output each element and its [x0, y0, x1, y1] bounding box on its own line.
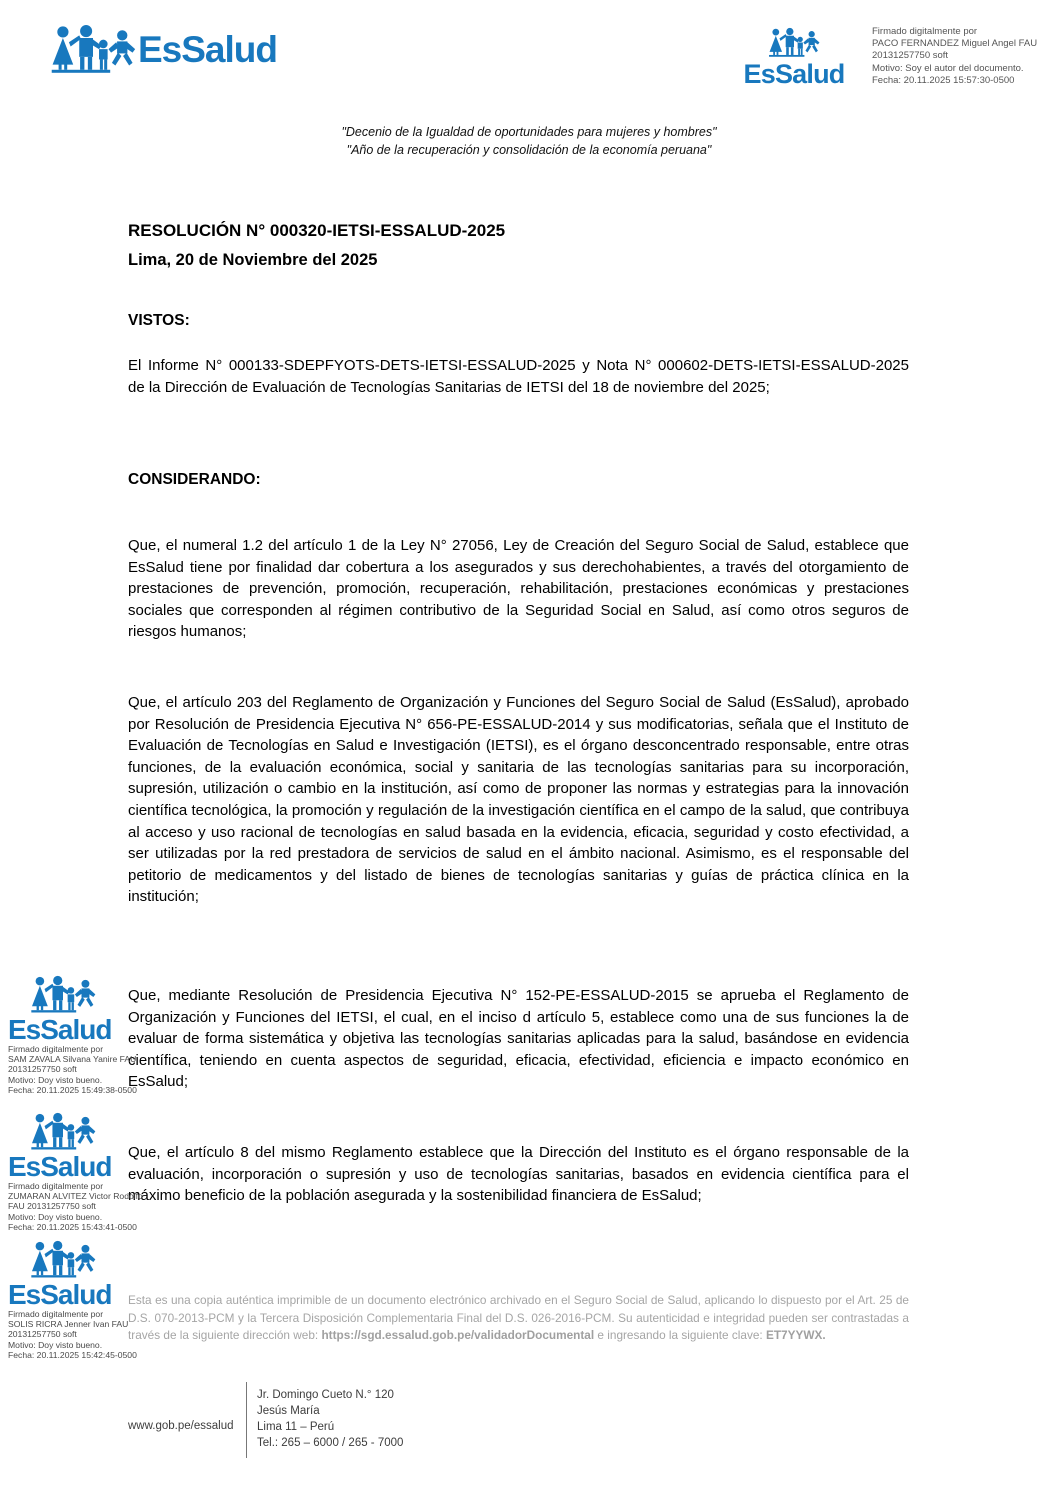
vistos-paragraph: El Informe N° 000133-SDEPFYOTS-DETS-IETSI-ESSALUD-2025 y Nota N° 000602-DETS-IETSI-ESSALUD-2025 de la Dirección de Evaluación de Tecnologías Sanitarias de IETSI del 18 de noviembre del 2025; — [128, 357, 909, 396]
official-mottos — [0, 123, 1058, 159]
address-block — [257, 1388, 403, 1451]
resolution-title: RESOLUCIÓN N° 000320-IETSI-ESSALUD-2025 — [128, 221, 506, 240]
essalud-wordmark: EsSalud — [8, 1014, 112, 1045]
signature-line: Firmado digitalmente por — [8, 1309, 104, 1319]
essalud-wordmark: EsSalud — [8, 1151, 112, 1182]
authenticity-text: Esta es una copia auténtica imprimible de un documento electrónico archivado en el Seguro Social de Salud, aplicando lo dispuesto por el Art. 25 de D.S. 070-2013-PCM y la Tercera Disposición Complementaria Final del D.S. 026-2016-PCM. Su autenticidad e integridad pueden ser contrastadas a través de la siguiente dirección web: — [128, 1293, 909, 1343]
signature-line: Motivo: Doy visto bueno. — [8, 1211, 103, 1222]
essalud-logo-small — [744, 26, 844, 88]
motto-line: "Año de la recuperación y consolidación de la economía peruana" — [346, 143, 712, 157]
signature-line: Fecha: 20.11.2025 15:42:45-0500 — [8, 1349, 137, 1360]
validator-url: https://sgd.essalud.gob.pe/validadorDocumental — [321, 1328, 595, 1343]
header-signature-block — [744, 26, 1037, 88]
address-line: Jr. Domingo Cueto N.° 120 — [257, 1389, 394, 1402]
signature-line: Fecha: 20.11.2025 15:57:30-0500 — [872, 74, 1015, 86]
signature-line: SOLIS RICRA Jenner Ivan FAU — [8, 1319, 129, 1330]
essalud-logo — [50, 24, 277, 76]
essalud-wordmark: EsSalud — [743, 59, 845, 89]
essalud-family-icon — [30, 975, 96, 1015]
address-line: Lima 11 – Perú — [257, 1421, 335, 1433]
essalud-wordmark: EsSalud — [8, 1279, 112, 1310]
signature-line: 20131257750 soft — [8, 1064, 77, 1075]
authenticity-text: e ingresando la siguiente clave: — [594, 1328, 766, 1343]
signature-line: Firmado digitalmente por — [8, 1044, 104, 1054]
vistos-heading: VISTOS: — [128, 312, 190, 329]
vertical-divider — [246, 1382, 247, 1458]
validation-code: ET7YYWX. — [765, 1328, 826, 1343]
considerando-paragraph: Que, el artículo 8 del mismo Reglamento establece que la Dirección del Instituto es el órgano responsable de la evaluación, incorporación o supresión y uso de tecnologías sanitarias, basados en evidencia científica para el máximo beneficio de la población asegurada y la sostenibilidad financiera de EsSalud; — [128, 1144, 909, 1205]
essalud-family-icon — [30, 1112, 96, 1152]
signature-line: SAM ZAVALA Silvana Yanire FAU — [8, 1054, 137, 1065]
signature-line: Motivo: Doy visto bueno. — [8, 1074, 103, 1085]
considerando-heading: CONSIDERANDO: — [128, 471, 261, 488]
authenticity-note — [128, 1292, 909, 1345]
considerando-paragraph: Que, mediante Resolución de Presidencia Ejecutiva N° 152-PE-ESSALUD-2015 se aprueba el Reglamento de Organización y Funciones del IETSI, el cual, en el inciso d artículo 5, establece como una de sus funciones la de evaluar de forma sistemática y objetiva las tecnologías sanitarias aplicadas para la salud, basándose en evidencia científica, teniendo en cuenta aspectos de seguridad, eficacia, efectividad, eficiencia e impacto económico en EsSalud; — [128, 987, 909, 1091]
signature-line: PACO FERNANDEZ Miguel Angel FAU — [872, 38, 1038, 50]
considerando-paragraph: Que, el numeral 1.2 del artículo 1 de la Ley N° 27056, Ley de Creación del Seguro Social de Salud, establece que EsSalud tiene por finalidad dar cobertura a los asegurados y sus derechohabientes, a través del otorgamiento de prestaciones de prevención, promoción, recuperación, rehabilitación, prestaciones económicas y prestaciones sociales que corresponden al régimen contributivo de la Seguridad Social en Salud, así como otros seguros de riesgos humanos; — [128, 537, 909, 641]
signature-stamp — [8, 975, 158, 1095]
essalud-family-icon — [30, 1240, 96, 1280]
resolution-place-date: Lima, 20 de Noviembre del 2025 — [128, 251, 378, 269]
signature-line: Motivo: Soy el autor del documento. — [872, 62, 1024, 74]
signature-line: FAU 20131257750 soft — [8, 1201, 96, 1212]
essalud-family-icon — [50, 24, 136, 76]
address-line: Jesús María — [257, 1405, 320, 1418]
signature-line: Fecha: 20.11.2025 15:49:38-0500 — [8, 1084, 137, 1095]
motto-line: "Decenio de la Igualdad de oportunidades para mujeres y hombres" — [341, 125, 717, 139]
signature-line: Motivo: Doy visto bueno. — [8, 1339, 103, 1350]
signature-line: Firmado digitalmente por — [872, 26, 978, 37]
signature-line: ZUMARAN ALVITEZ Victor Rodolfo — [8, 1191, 143, 1202]
signature-line: 20131257750 soft — [8, 1329, 77, 1340]
signature-line: Firmado digitalmente por — [8, 1181, 104, 1191]
address-line: Tel.: 265 – 6000 / 265 - 7000 — [257, 1436, 404, 1449]
header-signature-text — [872, 26, 1037, 87]
contact-footer — [128, 1382, 403, 1458]
essalud-wordmark: EsSalud — [138, 29, 277, 70]
signature-stamp — [8, 1112, 158, 1232]
essalud-family-icon — [768, 26, 820, 60]
considerando-paragraph: Que, el artículo 203 del Reglamento de Organización y Funciones del Seguro Social de Salud (EsSalud), aprobado por Resolución de Presidencia Ejecutiva N° 656-PE-ESSALUD-2014 y sus modificatorias, señala que el Instituto de Evaluación de Tecnologías en Salud e Investigación (IETSI), es el órgano desconcentrado responsable, entre otras funciones, de la evaluación económica, social y sanitaria de las tecnologías sanitarias para su incorporación, supresión, utilización o cambio en la institución, así como de proponer las normas y estrategias para la innovación científica tecnológica, la promoción y regulación de la investigación científica en el campo de la salud, que contribuya al acceso y uso racional de tecnologías en salud basada en la evidencia, eficacia, seguridad y costo efectividad, a ser utilizadas por la red prestadora de servicios de salud en el ámbito nacional. Asimismo, es el responsable del petitorio de medicamentos y del listado de bienes de tecnologías sanitarias y guías de práctica clínica en la institución; — [128, 694, 909, 906]
website-url: www.gob.pe/essalud — [128, 1420, 234, 1432]
signature-line: Fecha: 20.11.2025 15:43:41-0500 — [8, 1221, 137, 1232]
signature-line: 20131257750 soft — [872, 50, 949, 62]
